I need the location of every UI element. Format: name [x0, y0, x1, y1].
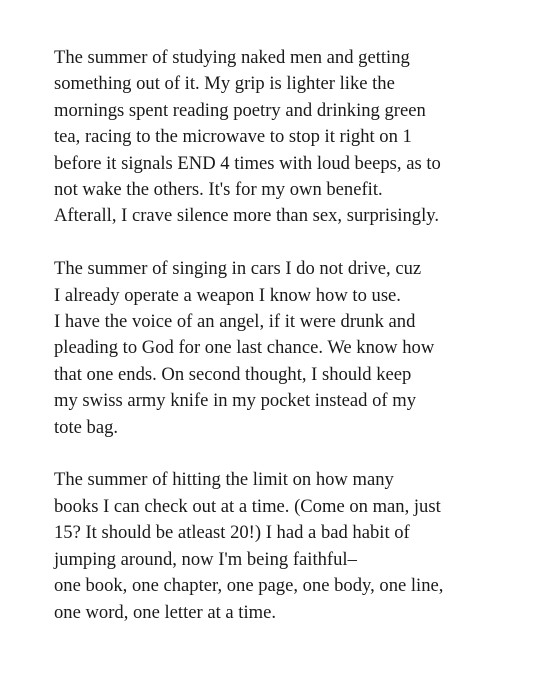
stanza-3 [54, 467, 524, 625]
poem [54, 45, 524, 626]
poem-line: tea, racing to the microwave to stop it right on 1 [54, 126, 412, 148]
poem-line: The summer of singing in cars I do not drive, cuz [54, 258, 422, 280]
poem-line: tote bag. [54, 416, 119, 438]
poem-line: The summer of studying naked men and getting [54, 47, 410, 68]
stanza-2 [54, 256, 524, 441]
poem-line: not wake the others. It's for my own benefit. [54, 179, 383, 201]
poem-line: I have the voice of an angel, if it were drunk and [54, 311, 416, 333]
poem-line: I already operate a weapon I know how to use. [54, 284, 401, 306]
poem-line: before it signals END 4 times with loud beeps, as to [54, 152, 441, 174]
poem-line: Afterall, I crave silence more than sex, surprisingly. [54, 205, 439, 227]
poem-line: books I can check out at a time. (Come on man, just [54, 495, 441, 517]
poem-line: mornings spent reading poetry and drinking green [54, 99, 426, 121]
poem-line: my swiss army knife in my pocket instead of my [54, 390, 417, 412]
poem-line: that one ends. On second thought, I should keep [54, 363, 412, 385]
poem-line: jumping around, now I'm being faithful– [54, 548, 357, 570]
poem-line: something out of it. My grip is lighter like the [54, 73, 395, 95]
stanza-1 [54, 45, 524, 230]
poem-line: The summer of hitting the limit on how many [54, 469, 394, 491]
poem-line: one book, one chapter, one page, one body, one line, [54, 575, 444, 597]
poem-line: 15? It should be atleast 20!) I had a bad habit of [54, 522, 410, 544]
poem-line: one word, one letter at a time. [54, 601, 277, 623]
poem-line: pleading to God for one last chance. We know how [54, 337, 435, 359]
